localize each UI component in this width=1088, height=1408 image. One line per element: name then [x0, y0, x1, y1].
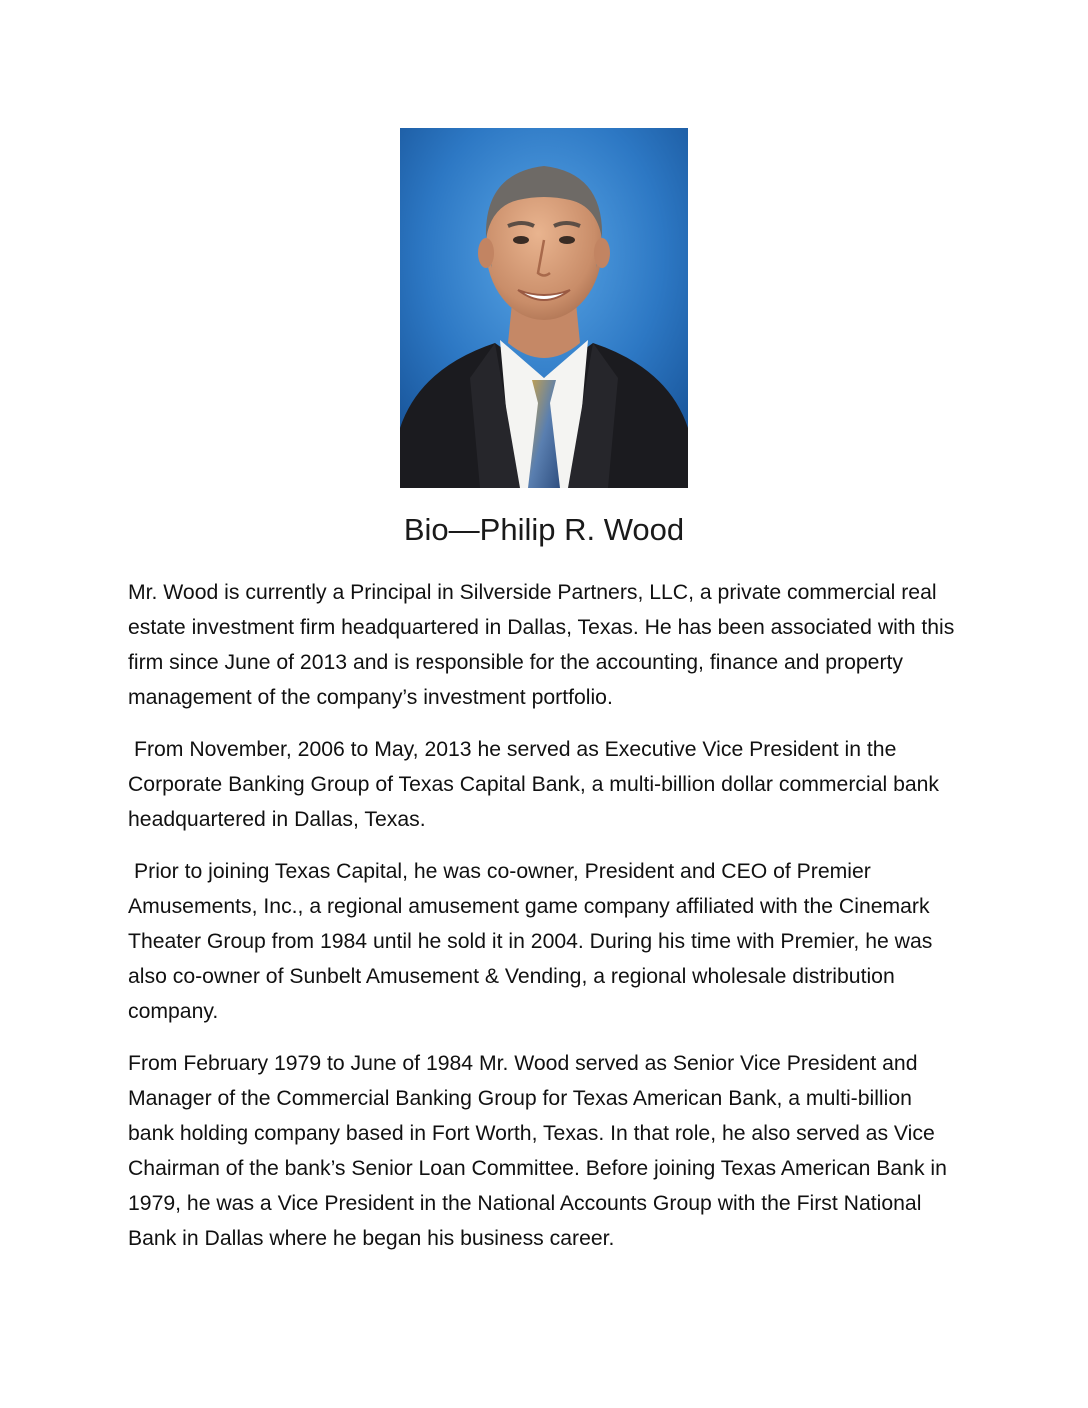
bio-body — [128, 575, 963, 1273]
bio-paragraph: Mr. Wood is currently a Principal in Silverside Partners, LLC, a private commercial real estate investment firm headquartered in Dallas, Texas. He has been associated with this firm since June of 2013 and is responsible for the accounting, finance and property management of the company’s investment portfolio. — [128, 581, 955, 709]
portrait-icon — [400, 128, 688, 488]
bio-paragraph: Prior to joining Texas Capital, he was co-owner, President and CEO of Premier Amusements, Inc., a regional amusement game company affiliated with the Cinemark Theater Group from 1984 until he sold it in 2004. During his time with Premier, he was also co-owner of Sunbelt Amusement & Vending, a regional wholesale distribution company. — [128, 860, 933, 1023]
bio-paragraph: From February 1979 to June of 1984 Mr. Wood served as Senior Vice President and Manager of the Commercial Banking Group for Texas American Bank, a multi-billion bank holding company based in Fort Worth, Texas. In that role, he also served as Vice Chairman of the bank’s Senior Loan Committee. Before joining Texas American Bank in 1979, he was a Vice President in the National Accounts Group with the First National Bank in Dallas where he began his business career. — [128, 1052, 947, 1250]
page-title: Bio—Philip R. Wood — [403, 512, 685, 547]
bio-paragraph: From November, 2006 to May, 2013 he served as Executive Vice President in the Corporate Banking Group of Texas Capital Bank, a multi-billion dollar commercial bank headquartered in Dallas, Texas. — [128, 738, 940, 831]
portrait-photo — [400, 128, 688, 488]
